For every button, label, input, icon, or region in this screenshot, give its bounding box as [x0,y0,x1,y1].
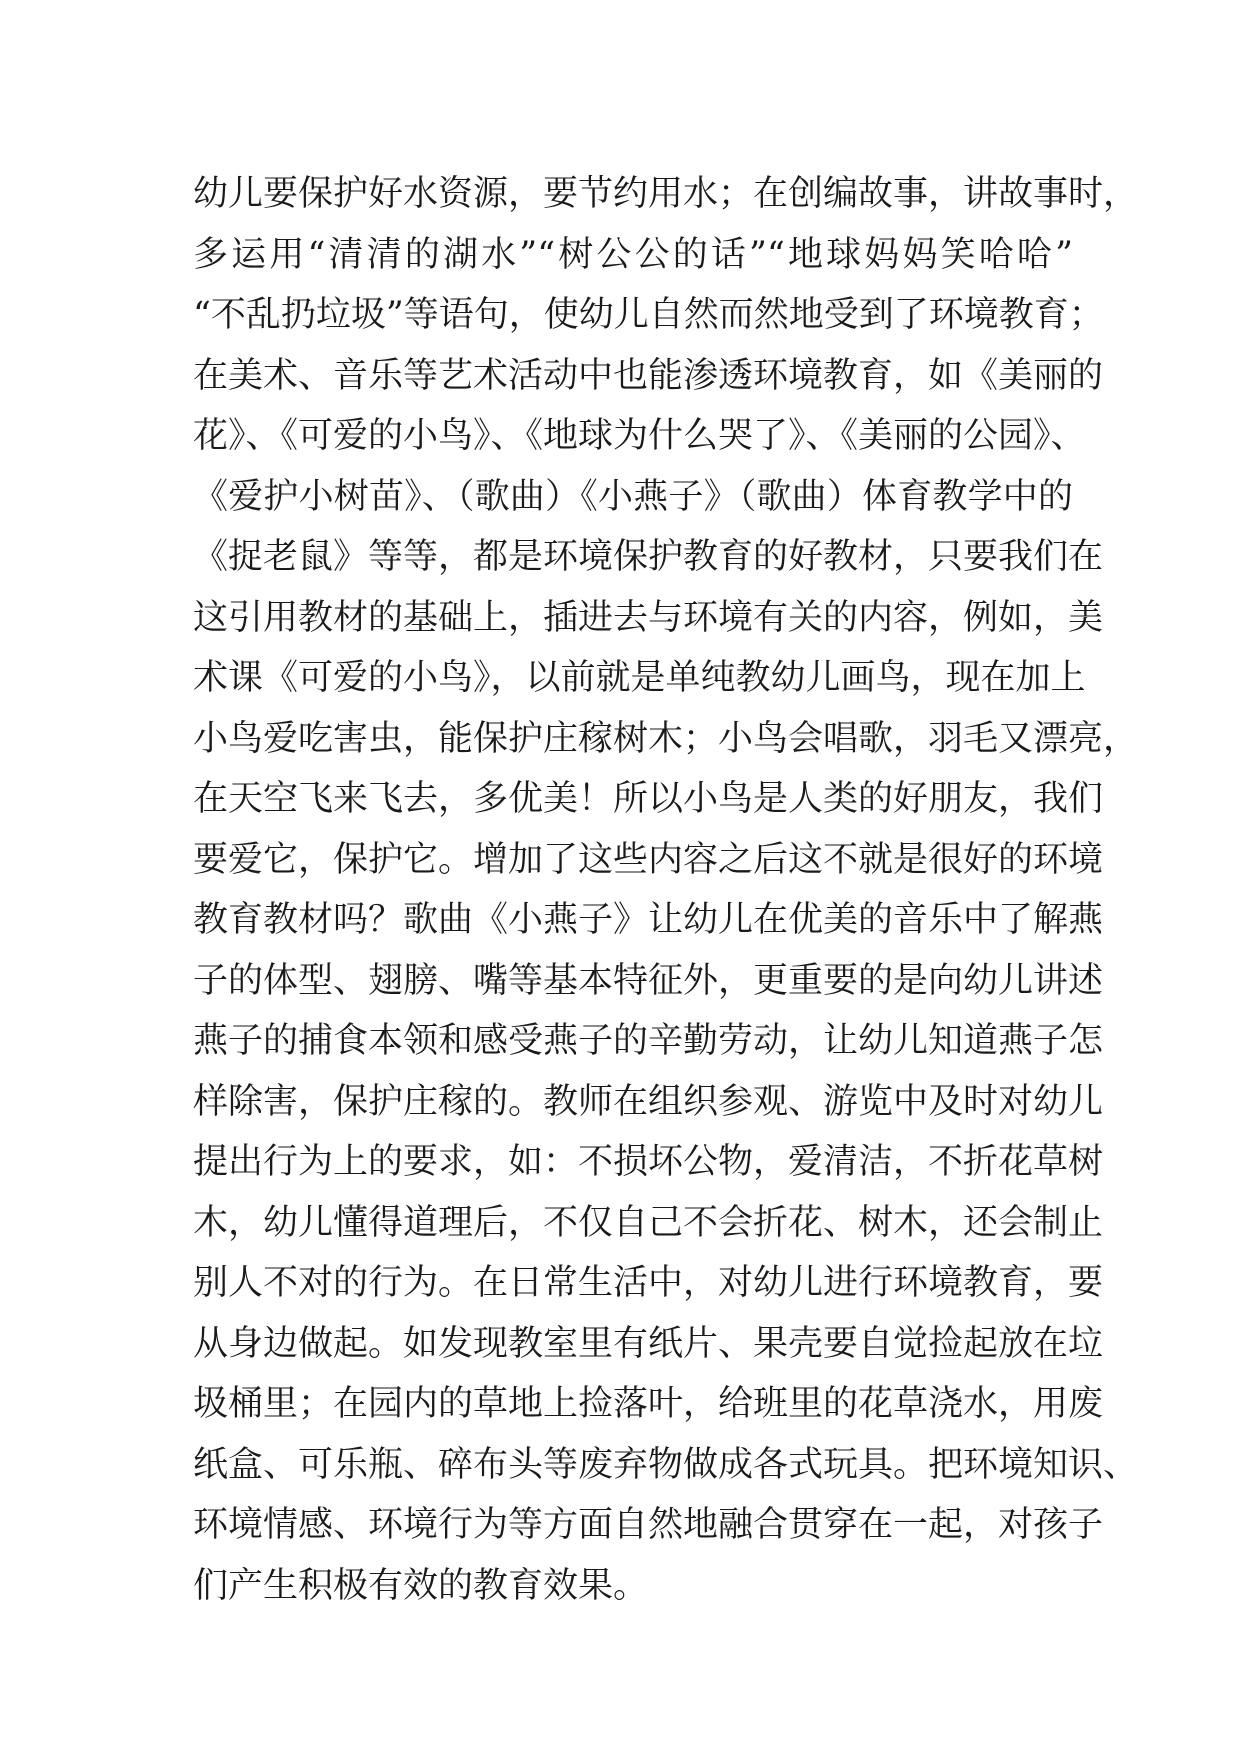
text-line-23: 环境情感、环境行为等方面自然地融合贯穿在一起，对孩子 [193,1505,1104,1545]
text-line-9: 术课《可爱的小鸟》，以前就是单纯教幼儿画鸟，现在加上 [193,658,1086,698]
text-line-4: 在美术、音乐等艺术活动中也能渗透环境教育，如《美丽的 [193,355,1104,396]
text-line-11: 在天空飞来飞去，多优美！所以小鸟是人类的好朋友，我们 [193,779,1104,819]
text-line-3: “不乱扔垃圾”等语句，使幼儿自然而然地受到了环境教育； [193,295,1104,335]
text-line-20: 从身边做起。如发现教室里有纸片、果壳要自觉捡起放在垃 [193,1323,1104,1364]
text-line-16: 样除害，保护庄稼的。教师在组织参观、游览中及时对幼儿 [193,1081,1104,1122]
text-line-19: 别人不对的行为。在日常生活中，对幼儿进行环境教育，要 [193,1263,1104,1303]
text-line-12: 要爱它，保护它。增加了这些内容之后这不就是很好的环境 [193,839,1104,880]
text-line-17: 提出行为上的要求，如：不损坏公物，爱清洁，不折花草树 [193,1142,1104,1182]
text-line-21: 圾桶里；在园内的草地上捡落叶，给班里的花草浇水，用废 [193,1384,1104,1424]
text-line-22: 纸盒、可乐瓶、碎布头等废弃物做成各式玩具。把环境知识、 [193,1444,1139,1485]
text-line-5: 花》、《可爱的小鸟》、《地球为什么哭了》、《美丽的公园》、 [193,416,1086,456]
text-line-15: 燕子的捕食本领和感受燕子的辛勤劳动，让幼儿知道燕子怎 [193,1021,1104,1061]
body-paragraph [193,164,1139,1616]
text-line-2: 多运用“清清的湖水”“树公公的话”“地球妈妈笑哈哈” [193,234,1073,275]
text-line-6: 《爱护小树苗》、（歌曲）《小燕子》（歌曲）体育教学中的 [193,476,1073,517]
text-line-24: 们产生积极有效的教育效果。 [193,1565,649,1606]
text-line-7: 《捉老鼠》等等，都是环境保护教育的好教材，只要我们在 [193,537,1104,577]
text-line-14: 子的体型、翅膀、嘴等基本特征外，更重要的是向幼儿讲述 [193,960,1104,1001]
text-line-1: 幼儿要保护好水资源，要节约用水；在创编故事，讲故事时， [193,174,1139,214]
text-line-13: 教育教材吗？歌曲《小燕子》让幼儿在优美的音乐中了解燕 [193,900,1104,940]
text-line-10: 小鸟爱吃害虫，能保护庄稼树木；小鸟会唱歌，羽毛又漂亮， [193,718,1139,759]
text-line-18: 木，幼儿懂得道理后，不仅自己不会折花、树木，还会制止 [193,1202,1104,1243]
text-line-8: 这引用教材的基础上，插进去与环境有关的内容，例如，美 [193,597,1104,638]
